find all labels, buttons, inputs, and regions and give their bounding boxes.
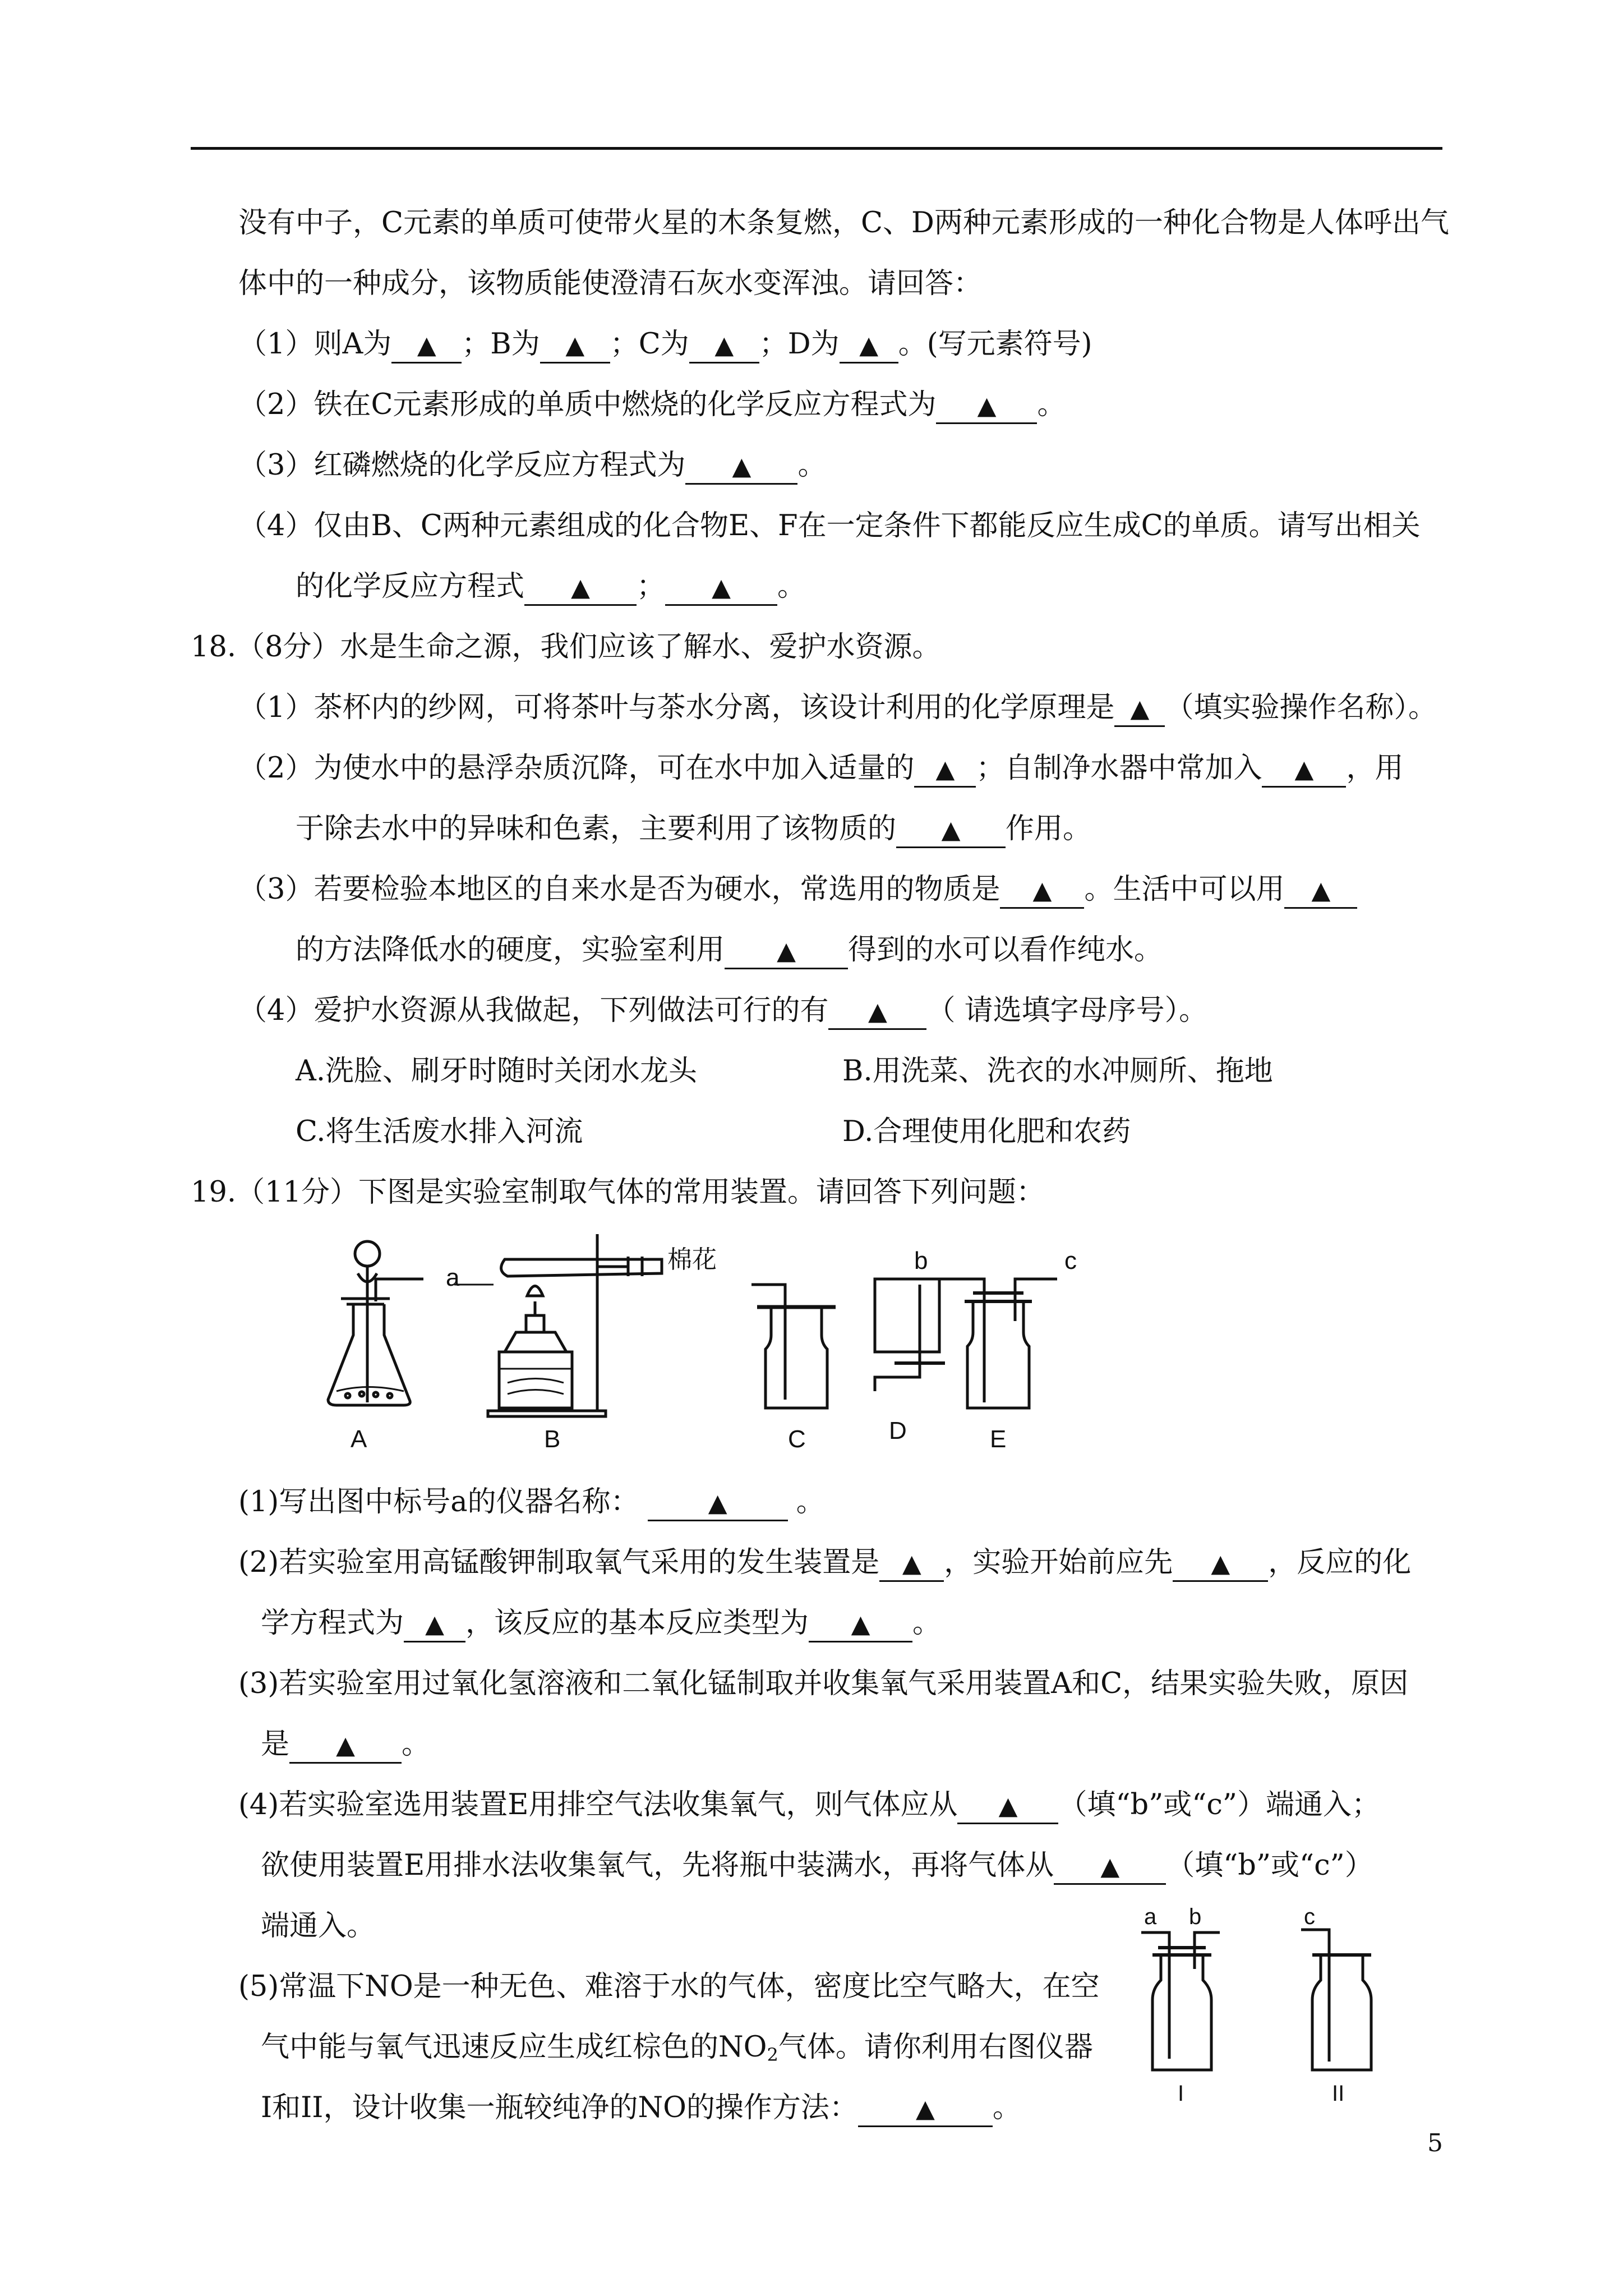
answer-blank[interactable]: ▲ [1000,873,1084,909]
answer-blank[interactable]: ▲ [828,995,926,1030]
answer-blank[interactable]: ▲ [725,934,848,969]
answer-blank[interactable]: ▲ [524,570,637,606]
q18-heading: 18.（8分）水是生命之源，我们应该了解水、爱护水资源。 [191,631,941,664]
answer-blank[interactable]: ▲ [685,449,797,485]
q17-part4-line1: （4）仅由B、C两种元素组成的化合物E、F在一定条件下都能反应生成C的单质。请写出相关 [238,509,1421,542]
apparatus-b-heating-setup [454,1234,662,1416]
bottle-i [1141,1932,1220,2070]
q18-option-d: D.合理使用化肥和农药 [842,1115,1131,1148]
bottle-ii [1301,1930,1371,2070]
answer-blank[interactable]: ▲ [665,570,777,606]
label-a: a [1144,1907,1157,1929]
answer-blank[interactable]: ▲ [936,389,1037,424]
answer-blank[interactable]: ▲ [391,328,462,364]
q18-option-b: B.用洗菜、洗衣的水冲厕所、拖地 [842,1055,1273,1088]
q18-part2-line2: 于除去水中的异味和色素，主要利用了该物质的 ▲ 作用。 [296,809,1091,849]
answer-blank[interactable]: ▲ [858,2092,993,2127]
answer-blank[interactable]: ▲ [689,328,759,364]
label-a: a [446,1264,460,1291]
answer-blank[interactable]: ▲ [648,1486,788,1521]
q19-part4-line2: 欲使用装置E用排水法收集氧气，先将瓶中装满水，再将气体从 ▲ （填“b”或“c”） [261,1846,1373,1886]
q19-part3-line2: 是 ▲ 。 [261,1724,430,1765]
q19-part5-line1: (5)常温下NO是一种无色、难溶于水的气体，密度比空气略大，在空 [238,1970,1100,2003]
q19-part2-line1: (2)若实验室用高锰酸钾制取氧气采用的发生装置是 ▲ ，实验开始前应先 ▲ ，反应的化 [238,1543,1411,1583]
answer-blank[interactable]: ▲ [1114,692,1165,727]
q18-part3-line2: 的方法降低水的硬度，实验室利用 ▲ 得到的水可以看作纯水。 [296,930,1163,970]
label-b: b [914,1247,928,1274]
q18-part3-line1: （3）若要检验本地区的自来水是否为硬水，常选用的物质是 ▲ 。生活中可以用 ▲ [238,869,1357,910]
q17-part1: （1）则A为 ▲ ；B为 ▲ ；C为 ▲ ；D为 ▲ 。(写元素符号) [238,324,1092,365]
lab-apparatus-figure [314,1223,1189,1458]
apparatus-a-flask [328,1241,423,1405]
answer-blank[interactable]: ▲ [914,752,976,788]
q18-part1: （1）茶杯内的纱网，可将茶叶与茶水分离，该设计利用的化学原理是 ▲ （填实验操作名称）。 [238,688,1437,728]
label-cotton: 棉花 [667,1246,717,1273]
caption-a: A [351,1425,367,1453]
label-c: c [1064,1247,1077,1274]
caption-ii: II [1332,2081,1345,2106]
label-c: c [1304,1907,1315,1929]
q18-part4: （4）爱护水资源从我做起，下列做法可行的有 ▲ （ 请选填字母序号）。 [238,991,1207,1031]
q19-part5-line2: 气中能与氧气迅速反应生成红棕色的$NO_2$气体。请你利用右图仪器 [261,2031,1093,2065]
q19-part2-line2: 学方程式为 ▲ ，该反应的基本反应类型为 ▲ 。 [261,1603,941,1644]
q19-part5-line3: I和II，设计收集一瓶较纯净的NO的操作方法： ▲ 。 [261,2088,1021,2128]
answer-blank[interactable]: ▲ [879,1547,944,1582]
q19-part4-line3: 端通入。 [261,1910,376,1943]
answer-blank[interactable]: ▲ [1284,873,1357,909]
q19-part3-line1: (3)若实验室用过氧化氢溶液和二氧化锰制取并收集氧气采用装置A和C，结果实验失败，原因 [238,1667,1409,1700]
apparatus-c-bottle [751,1285,836,1408]
caption-c: C [788,1425,806,1453]
label-b: b [1189,1907,1202,1929]
q19-heading: 19.（11分）下图是实验室制取气体的常用装置。请回答下列问题： [191,1176,1045,1209]
apparatus-e-gas-bottle [939,1279,1057,1408]
q18-part2-line1: （2）为使水中的悬浮杂质沉降，可在水中加入适量的 ▲ ；自制净水器中常加入 ▲ ，用 [238,748,1403,789]
answer-blank[interactable]: ▲ [957,1789,1058,1824]
caption-e: E [990,1425,1007,1453]
answer-blank[interactable]: ▲ [1173,1547,1268,1582]
apparatus-d-inverted-bottle [875,1279,945,1391]
answer-blank[interactable]: ▲ [809,1607,912,1642]
q17-part2: （2）铁在C元素形成的单质中燃烧的化学反应方程式为 ▲ 。 [238,385,1066,425]
page-number: 5 [1427,2129,1443,2157]
caption-d: D [889,1417,907,1444]
q17-part4-line2: 的化学反应方程式 ▲ ； ▲ 。 [296,567,806,607]
q18-option-a: A.洗脸、刷牙时随时关闭水龙头 [296,1055,698,1088]
bottles-i-ii-figure [1127,1907,1419,2109]
answer-blank[interactable]: ▲ [1054,1849,1166,1885]
header-rule [191,147,1442,150]
caption-i: I [1178,2081,1184,2106]
answer-blank[interactable]: ▲ [404,1607,465,1642]
answer-blank[interactable]: ▲ [289,1728,402,1764]
q19-part4-line1: (4)若实验室选用装置E用排空气法收集氧气，则气体应从 ▲ （填“b”或“c”）端通入； [238,1785,1380,1825]
answer-blank[interactable]: ▲ [540,328,610,364]
caption-b: B [544,1425,561,1453]
q17-intro-line2: 体中的一种成分，该物质能使澄清石灰水变浑浊。请回答： [238,267,983,300]
answer-blank[interactable]: ▲ [896,813,1006,848]
q18-option-c: C.将生活废水排入河流 [296,1115,583,1148]
answer-blank[interactable]: ▲ [1262,752,1346,788]
q17-intro-line1: 没有中子，C元素的单质可使带火星的木条复燃，C、D两种元素形成的一种化合物是人体呼出气 [238,206,1449,240]
q19-part1: (1)写出图中标号a的仪器名称： ▲ 。 [238,1482,825,1522]
q17-part3: （3）红磷燃烧的化学反应方程式为 ▲ 。 [238,445,826,486]
answer-blank[interactable]: ▲ [840,328,898,364]
